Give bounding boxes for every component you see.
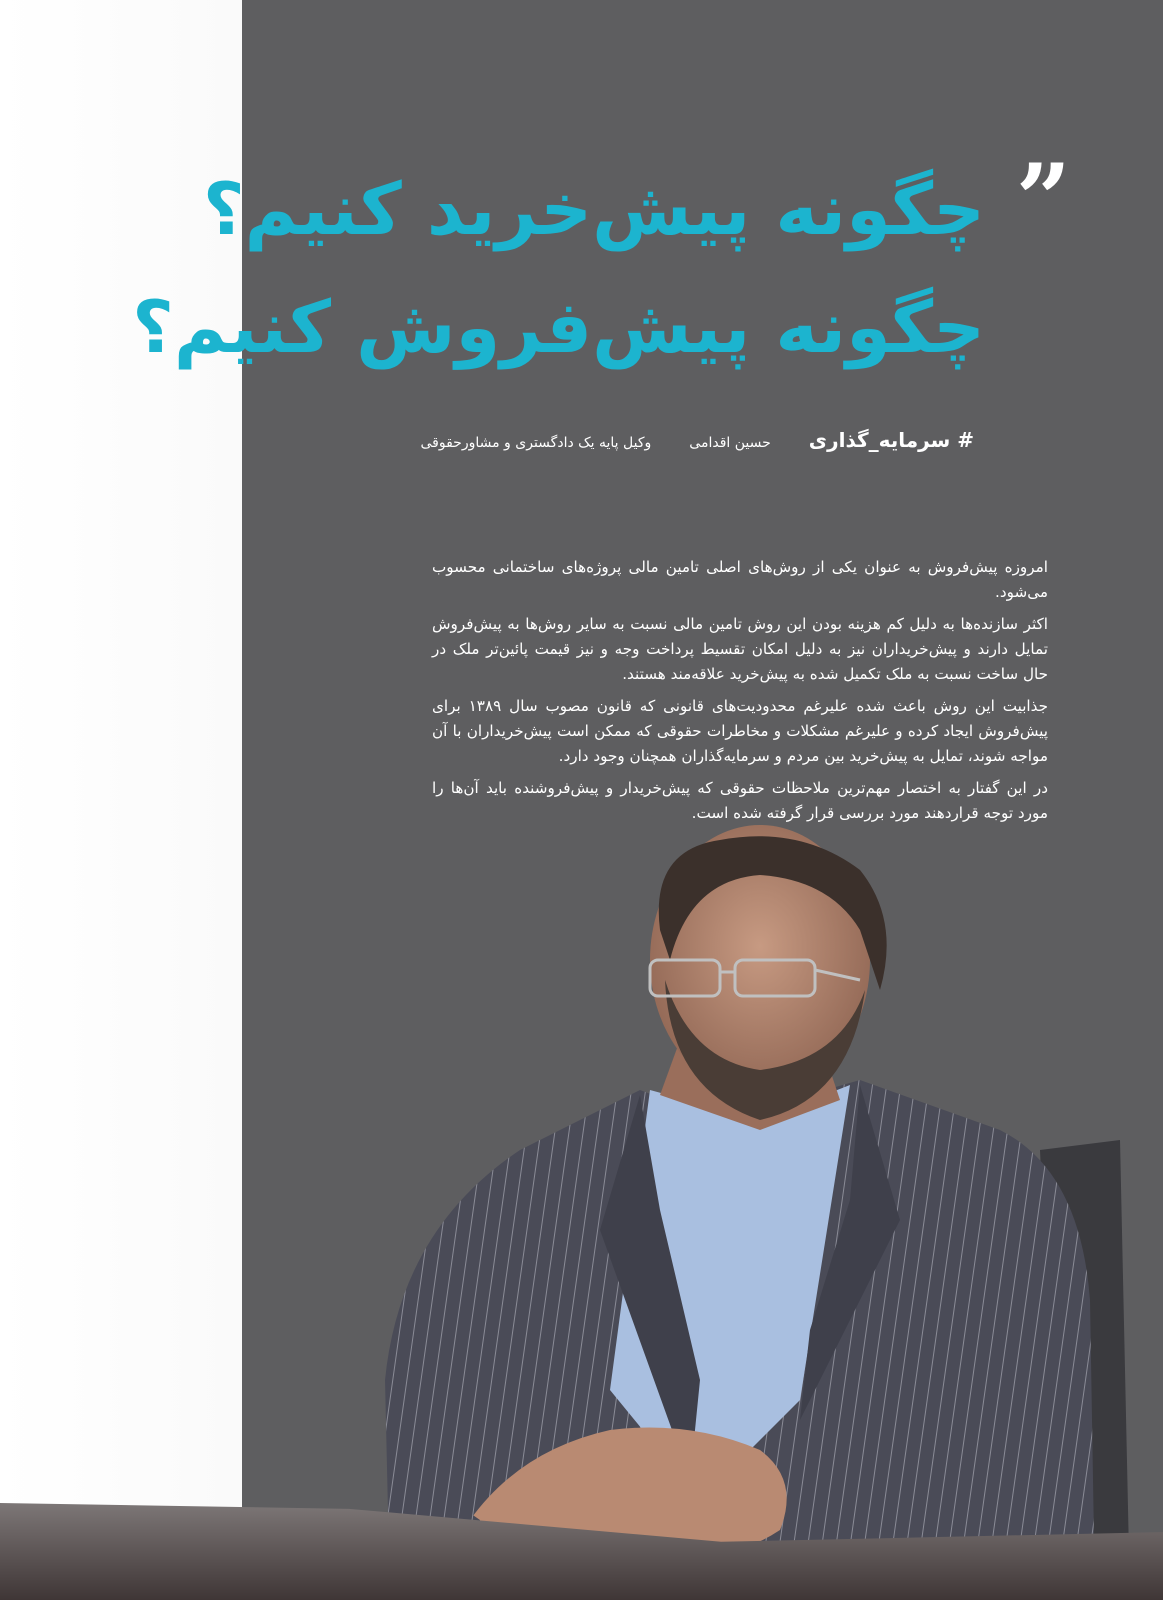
intro-paragraph: اکثر سازنده‌ها به دلیل کم هزینه بودن این روش تامین مالی نسبت به سایر روش‌ها به پیش‌فروش تمایل دارند و پیش‌خریداران نیز به دلیل امکان تقسیط پرداخت وجه و نیز قیمت پائین‌تر ملک در حال ساخت نسبت به ملک تکمیل شده به پیش‌خرید علاقه‌مند هستند. (432, 615, 1048, 683)
quote-mark-icon: ” (1015, 143, 1071, 256)
author-name: حسین اقدامی (689, 435, 771, 451)
headline-line-1: چگونه پیش‌خرید کنیم؟ (202, 167, 985, 251)
intro-paragraph: امروزه پیش‌فروش به عنوان یکی از روش‌های اصلی تامین مالی پروژه‌های ساختمانی محسوب می‌شود. (432, 558, 1048, 601)
article-meta (421, 428, 975, 452)
intro-paragraph: جذابیت این روش باعث شده علیرغم محدودیت‌های قانونی که قانون مصوب سال ۱۳۸۹ برای پیش‌فروش ایجاد کرده و علیرغم مشکلات و مخاطرات حقوقی که ممکن است پیش‌خریداران با آن مواجه شوند، تمایل به پیش‌خرید بین مردم و سرمایه‌گذاران همچنان وجود دارد. (432, 697, 1048, 765)
article-headline (132, 150, 985, 386)
article-intro (432, 555, 1048, 833)
author-role: وکیل پایه یک دادگستری و مشاورحقوقی (420, 435, 652, 451)
intro-paragraph: در این گفتار به اختصار مهم‌ترین ملاحظات حقوقی که پیش‌خریدار و پیش‌فروشنده باید آن‌ها را مورد توجه قراردهند مورد بررسی قرار گرفته شده است. (432, 779, 1048, 822)
headline-line-2: چگونه پیش‌فروش کنیم؟ (132, 285, 985, 369)
category-tag[interactable]: # سرمایه_گذاری (808, 428, 974, 452)
